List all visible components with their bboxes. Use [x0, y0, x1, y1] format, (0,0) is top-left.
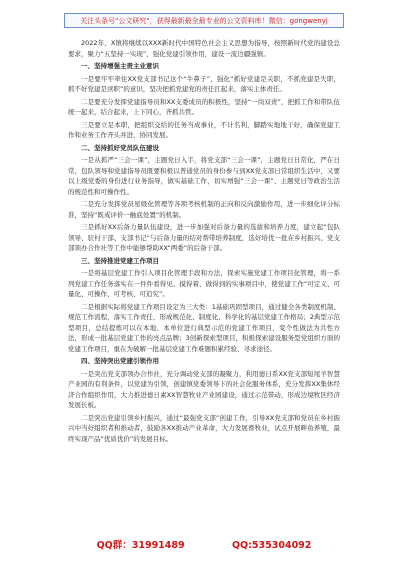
paragraph: 一是突出党支部领办合作社，充分调动党支部的凝聚力，利用德日系XX党支部短尾羊智慧产业园的有利条件，以党建为引领，创建镇党委领导下的社会化服务体系，充分发挥XX集体经济合作组织作用，大力推进德日素XX智慧牧业产业园建设，通过示范带动，形成边境牧区经济发展长板。	[68, 369, 340, 409]
document-body	[68, 38, 340, 446]
section-heading: 三、坚持推进党建工作项目	[81, 256, 159, 265]
paragraph: 三是抓好XX后备力量队伍建设，进一步加强对后备力量的选拔和培养力度，建立起“包队领导、驻村干部、支部书记”与后备力量的结对帮带培养制度，选好培优一批在乡村振兴、党支部领办合作社等工作中能够帮助XX“两委”的后备干部。	[68, 223, 340, 252]
paragraph: 一是将基层党建工作引入项目化管理手段和方法，探索实施党建工作项目化管理，将一系列党建工作任务落实在一件件看得见、摸得着、做得到的实事项目中，使党建工作“可定义、可量化、可操作、可考核、可追究”。	[68, 269, 340, 298]
paragraph: 二是根据实际将党建工作项目设定为三大类：1基础巩固型项目，通过健全各类制度机制、规范工作流程，落实工作责任，形成规范化、制度化、科学化的基层党建工作格局；2典型示范型项目，总结提炼可以在本地、本单位进行典型示范的党建工作项目，变个性做法为共性方法，形成一批基层党建工作的亮点品牌；3创新探索型项目，积极探索建设服务型党组织方面的党建工作项目，重在为破解一批基层党建工作难题积累经验、寻求途径。	[68, 302, 340, 353]
paragraph: 一是从抓严“三会一课”，主题党日入手，将党支部“三会一课”，主题党日日常化，严在日常，包队领导和党建指导员既要积极以普通党员的身份参与到XX党支部日常组织生活中，又要以上级党委的身份进行业务指导，做实基础工作，切实增强“三会一课”、主题党日等政治生活的规范性和可操作性。	[68, 156, 340, 196]
paragraph: 二是要充分发挥党建指导员和XX支委成员的积极性，坚持“一岗双责”，把抓工作和带队伍统一起来，结合起来，上下同心，齐抓共管。	[68, 97, 340, 116]
paragraph: 2022年，X镇将继续以XXX新时代中国特色社会主义思想为指导，按照新时代党的建设总要求，聚力“五坚持一实现”，强化党建引领作用，建设一流边疆强镇。	[68, 39, 340, 58]
qq-number-text: QQ:535304092	[231, 540, 312, 551]
footer-contacts	[0, 537, 408, 551]
section-heading: 二、坚持抓好党员队伍建设	[81, 143, 159, 152]
promo-banner: 关注头条号"公文研究"，获得最新最全最专业的公文资料库！微信：gongwenyj	[64, 13, 344, 28]
paragraph: 三是要立足本职，把组织交给的任务当成事业，不计名利，脚踏实地地干好，确保党建工作和业务工作齐头并进，协同发展。	[68, 120, 340, 139]
paragraph: 二是突出党建引领乡村振兴，通过“最强党支部”创建工作，引导XX党支部和党员在乡村振兴中当好组织者和推动者，鼓励各XX推动产业革命，大力发展畜牧业，试点开展畔鱼养殖，最终实现产品“优质优价”的发展目标。	[68, 413, 340, 443]
section-heading: 四、坚持突出党建引领作用	[81, 357, 159, 365]
qq-group-text: QQ群：31991489	[96, 540, 185, 551]
paragraph: 二是充分发挥党员星级化管理等各项考核机制的正向和反向激励作用，进一步细化评分标准，坚持“既戒评价一触底处置”的机制。	[68, 200, 340, 219]
paragraph: 一是要牢牢牵住XX党支部书记这个“牛鼻子”，强化“抓好党建是关职，不抓党建是失职，抓不好党建是渎职”的意识，坚决把抓党建党的责任扛起来，落实主体责任。	[68, 74, 340, 93]
section-heading: 一、坚持增强主责主业意识	[81, 62, 159, 70]
